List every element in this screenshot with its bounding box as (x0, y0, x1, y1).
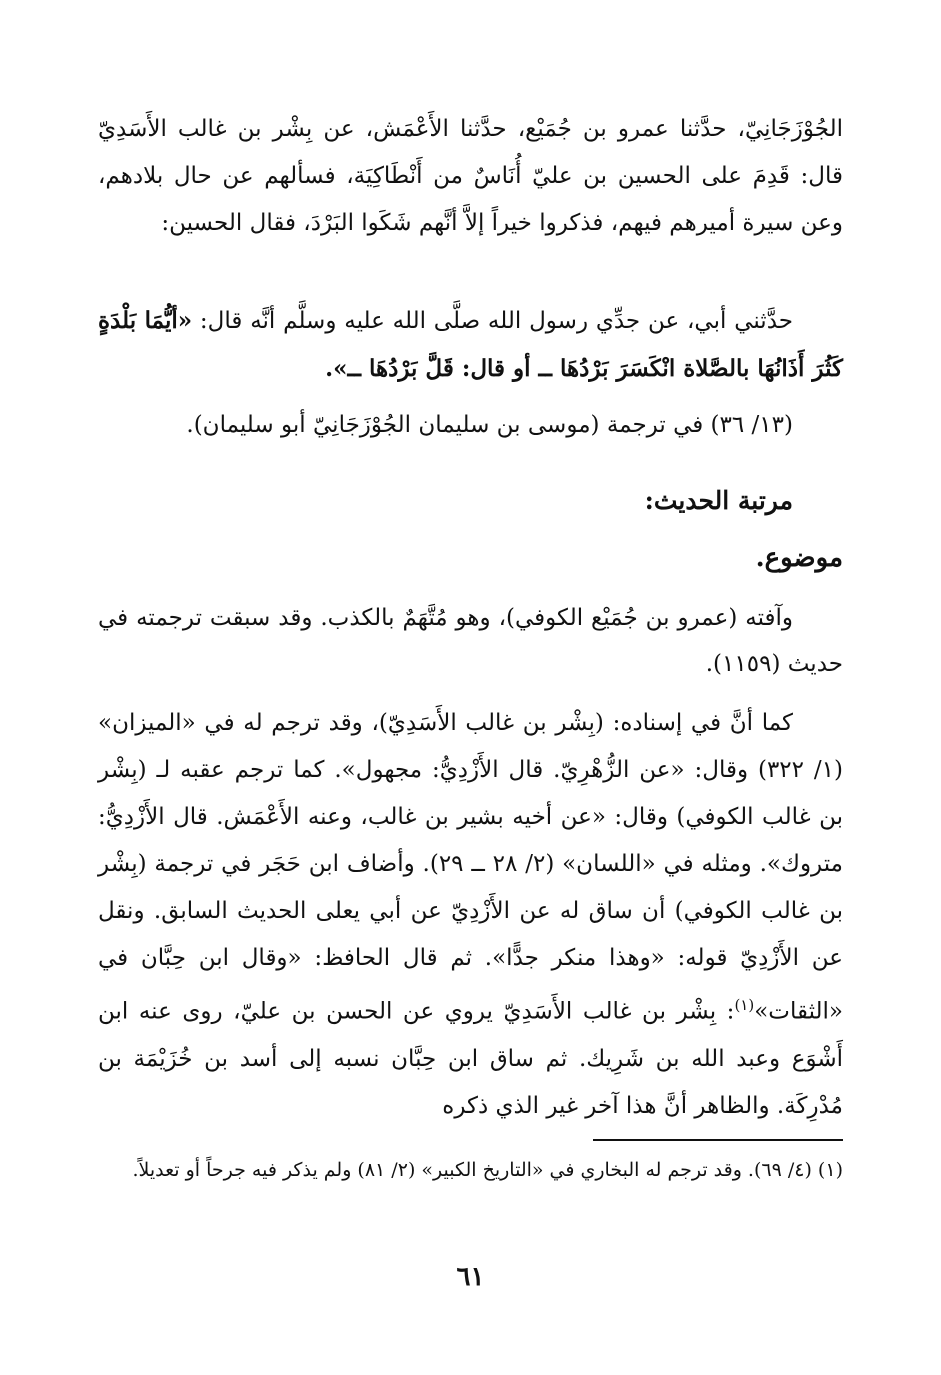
footnote-marker: (١) (734, 996, 755, 1014)
hadith-quote: «أيُّمَا بَلْدَةٍ كَثُرَ أَذَانُهَا بالصَّلاة انْكَسَرَ بَرْدُهَا ــ أو قال: قَلَّ بَرْدُهَا ــ». (98, 307, 843, 382)
narrator-discussion-paragraph (98, 700, 843, 1130)
footnote-divider (593, 1139, 843, 1141)
section-heading: مرتبة الحديث: (644, 486, 793, 515)
footnote: (١) (٤/ ٦٩). وقد ترجم له البخاري في «التاريخ الكبير» (٢/ ٨١) ولم يذكر فيه جرحاً أو تعديلاً. (132, 1159, 843, 1181)
page-number: ٦١ (456, 1262, 485, 1292)
grade-explanation-paragraph: وآفته (عمرو بن جُمَيْع الكوفي)، وهو مُتَّهَمٌ بالكذب. وقد سبقت ترجمته في حديث (١١٥٩). (98, 605, 843, 677)
narrator-discussion-continuation: : بِشْر بن غالب الأَسَدِيّ يروي عن الحسن بن عليّ، روى عنه ابن أَشْوَع وعبد الله بن شَرِيك. ثم ساق ابن حِبَّان نسبه إلى أسد بن خُزَيْمَة بن مُدْرِكَة. والظاهر أنَّ هذا آخر غير الذي ذكره (98, 998, 843, 1119)
source-reference: (١٣/ ٣٦) في ترجمة (موسى بن سليمان الجُوْزَجَانِيّ أبو سليمان). (186, 412, 793, 438)
hadith-chain-paragraph: الجُوْزَجَانِيّ، حدَّثنا عمرو بن جُمَيْع، حدَّثنا الأَعْمَش، عن بِشْر بن غالب الأَسَدِيّ قال: قَدِمَ على الحسين بن عليّ أُنَاسٌ من أَنْطَاكِيَة، فسألهم عن حال بلادهم، وعن سيرة أميرهم فيهم، فذكروا خيراً إلاَّ أنَّهم شَكَوا البَرْدَ، فقال الحسين: (98, 116, 843, 236)
hadith-grade: موضوع. (755, 543, 843, 573)
hadith-text-paragraph (98, 297, 843, 393)
hadith-intro: حدَّثني أبي، عن جدِّي رسول الله صلَّى الله عليه وسلَّم أنَّه قال: (192, 308, 793, 334)
narrator-discussion-text: كما أنَّ في إسناده: (بِشْر بن غالب الأَسَدِيّ)، وقد ترجم له في «الميزان» (١/ ٣٢٢) وقال: «عن الزُّهْرِيّ. قال الأَزْدِيُّ: مجهول». كما ترجم عقبه لـ (بِشْر بن غالب الكوفي) وقال: «عن أخيه بشير بن غالب، وعنه الأَعْمَش. قال الأَزْدِيُّ: متروك». ومثله في «اللسان» (٢/ ٢٨ ــ ٢٩). وأضاف ابن حَجَر في ترجمة (بِشْر بن غالب الكوفي) أن ساق له عن الأَزْدِيّ عن أبي يعلى الحديث السابق. ونقل عن الأَزْدِيّ قوله: «وهذا منكر جدًّا». ثم قال الحافظ: «وقال ابن حِبَّان في «الثقات» (98, 710, 844, 1025)
